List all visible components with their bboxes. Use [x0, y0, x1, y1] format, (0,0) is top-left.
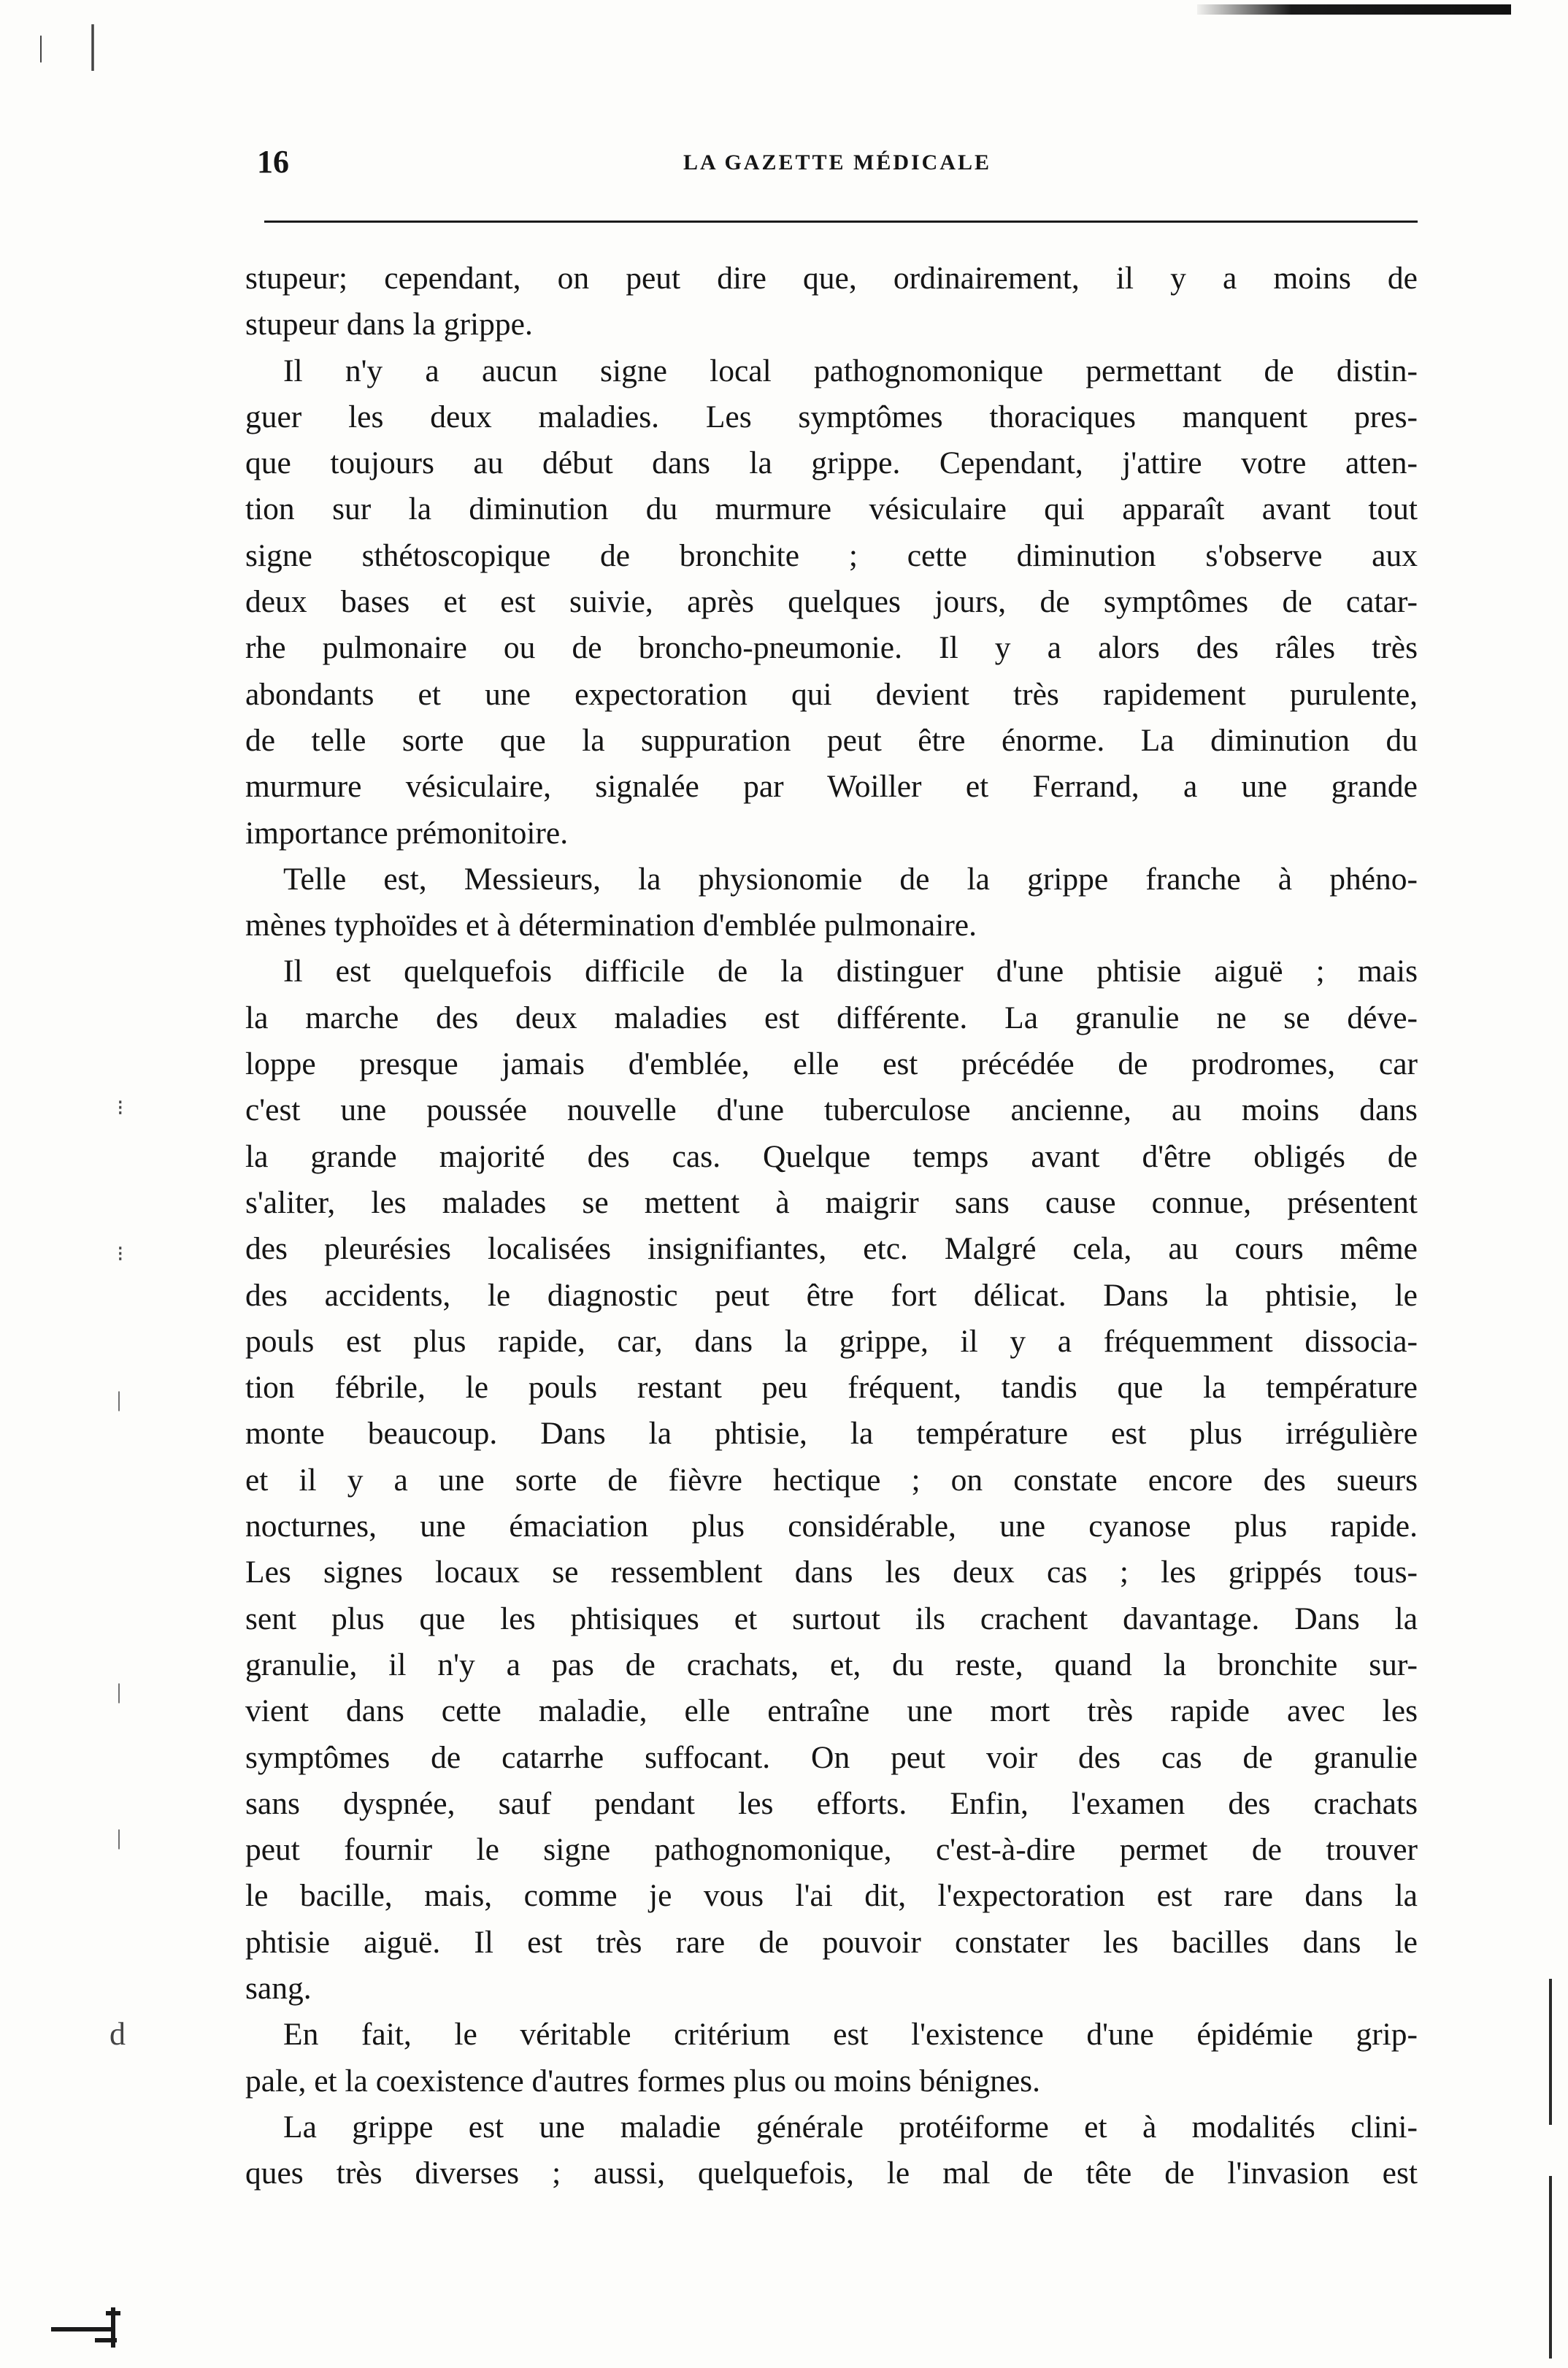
- scan-edge-line: [1549, 2176, 1552, 2359]
- text-line: deux bases et est suivie, après quelques jours, de symptômes de catar-: [245, 584, 1418, 620]
- text-line: et il y a une sorte de fièvre hectique ; on constate encore des sueurs: [245, 1462, 1418, 1498]
- margin-speck: |: [117, 1825, 122, 1850]
- text-line: des accidents, le diagnostic peut être fort délicat. Dans la phtisie, le: [245, 1277, 1418, 1313]
- text-line: symptômes de catarrhe suffocant. On peut voir des cas de granulie: [245, 1739, 1418, 1775]
- text-line: granulie, il n'y a pas de crachats, et, du reste, quand la bronchite sur-: [245, 1647, 1418, 1682]
- text-line: rhe pulmonaire ou de broncho-pneumonie. Il y a alors des râles très: [245, 630, 1418, 666]
- text-line: c'est une poussée nouvelle d'une tuberculose ancienne, au moins dans: [245, 1092, 1418, 1128]
- margin-speck: |: [88, 15, 99, 72]
- text-line: sans dyspnée, sauf pendant les efforts. Enfin, l'examen des crachats: [245, 1785, 1418, 1821]
- text-line: stupeur; cependant, on peut dire que, ordinairement, il y a moins de: [245, 261, 1418, 296]
- text-line: ques très diverses ; aussi, quelquefois, le mal de tête de l'invasion est: [245, 2156, 1418, 2191]
- text-line: pouls est plus rapide, car, dans la grippe, il y a fréquemment dissocia-: [245, 1323, 1418, 1359]
- text-line: nocturnes, une émaciation plus considérable, une cyanose plus rapide.: [245, 1509, 1418, 1544]
- text-line: stupeur dans la grippe.: [245, 307, 533, 342]
- page-number: 16: [257, 144, 289, 180]
- margin-speck: ⁝: [117, 1096, 124, 1120]
- header-rule: [264, 221, 1418, 223]
- text-line: mènes typhoïdes et à détermination d'emblée pulmonaire.: [245, 908, 977, 943]
- text-line: des pleurésies localisées insignifiantes, etc. Malgré cela, au cours même: [245, 1231, 1418, 1267]
- text-line: Il n'y a aucun signe local pathognomonique permettant de distin-: [283, 353, 1418, 388]
- text-line: loppe presque jamais d'emblée, elle est précédée de prodromes, car: [245, 1046, 1418, 1082]
- scan-artifact-bar: [1197, 4, 1511, 15]
- text-line: importance prémonitoire.: [245, 815, 569, 851]
- text-line: la grande majorité des cas. Quelque temps avant d'être obligés de: [245, 1138, 1418, 1174]
- text-line: abondants et une expectoration qui devient très rapidement purulente,: [245, 676, 1418, 712]
- margin-speck: |: [38, 30, 45, 63]
- text-line: Les signes locaux se ressemblent dans les deux cas ; les grippés tous-: [245, 1555, 1418, 1590]
- margin-speck: |: [117, 1387, 122, 1411]
- text-line: signe sthétoscopique de bronchite ; cette diminution s'observe aux: [245, 537, 1418, 573]
- text-line: pale, et la coexistence d'autres formes plus ou moins bénignes.: [245, 2063, 1040, 2099]
- text-line: le bacille, mais, comme je vous l'ai dit, l'expectoration est rare dans la: [245, 1878, 1418, 1914]
- text-line: tion fébrile, le pouls restant peu fréquent, tandis que la température: [245, 1370, 1418, 1406]
- text-line: peut fournir le signe pathognomonique, c'est-à-dire permet de trouver: [245, 1832, 1418, 1868]
- margin-speck: |: [117, 1679, 122, 1704]
- text-line: murmure vésiculaire, signalée par Woiller et Ferrand, a une grande: [245, 769, 1418, 805]
- text-line: monte beaucoup. Dans la phtisie, la température est plus irrégulière: [245, 1416, 1418, 1452]
- margin-speck: d: [109, 2016, 126, 2052]
- text-line: la marche des deux maladies est différente. La granulie ne se déve-: [245, 1000, 1418, 1035]
- text-line: phtisie aiguë. Il est très rare de pouvoir constater les bacilles dans le: [245, 1924, 1418, 1960]
- margin-speck: ⁝: [117, 1242, 124, 1266]
- text-line: guer les deux maladies. Les symptômes thoraciques manquent pres-: [245, 399, 1418, 434]
- binding-mark-icon: [44, 2300, 124, 2351]
- text-line: tion sur la diminution du murmure vésiculaire qui apparaît avant tout: [245, 491, 1418, 527]
- text-line: Telle est, Messieurs, la physionomie de la grippe franche à phéno-: [283, 861, 1418, 897]
- text-line: Il est quelquefois difficile de la distinguer d'une phtisie aiguë ; mais: [283, 954, 1418, 989]
- page-header: [257, 143, 1418, 194]
- text-line: La grippe est une maladie générale protéiforme et à modalités clini-: [283, 2109, 1418, 2145]
- text-line: sang.: [245, 1970, 312, 2006]
- text-line: que toujours au début dans la grippe. Cependant, j'attire votre atten-: [245, 445, 1418, 481]
- text-line: vient dans cette maladie, elle entraîne une mort très rapide avec les: [245, 1693, 1418, 1729]
- body-text: [245, 256, 1418, 2196]
- running-title: LA GAZETTE MÉDICALE: [683, 150, 992, 175]
- text-line: de telle sorte que la suppuration peut être énorme. La diminution du: [245, 722, 1418, 758]
- text-line: s'aliter, les malades se mettent à maigrir sans cause connue, présentent: [245, 1184, 1418, 1220]
- scan-edge-line: [1549, 1979, 1552, 2125]
- text-line: En fait, le véritable critérium est l'existence d'une épidémie grip-: [283, 2017, 1418, 2053]
- text-line: sent plus que les phtisiques et surtout ils crachent davantage. Dans la: [245, 1601, 1418, 1636]
